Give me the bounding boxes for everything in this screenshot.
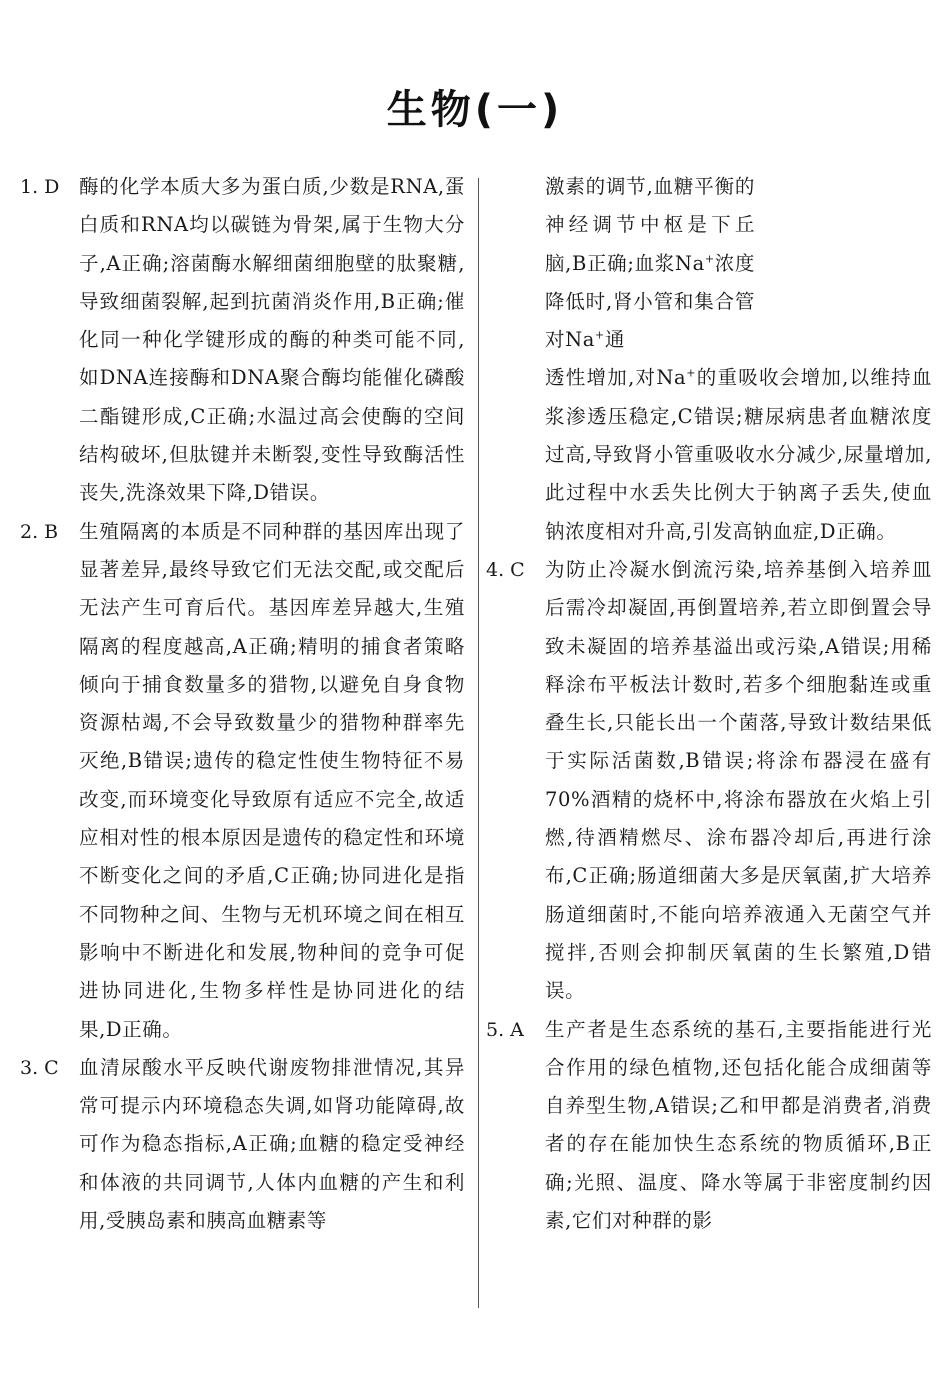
answer-item-4 xyxy=(486,551,932,1011)
text-segment: 浓度降低时,肾小管和集合管对 xyxy=(545,251,755,352)
superscript: + xyxy=(704,252,715,266)
page-title: 生物(一) xyxy=(386,87,564,133)
answer-explanation-continued xyxy=(545,359,932,550)
right-column xyxy=(486,168,932,1240)
answer-item-3-continued xyxy=(486,168,932,551)
column-divider xyxy=(478,178,479,1308)
left-column xyxy=(20,168,465,1240)
answer-explanation: 血清尿酸水平反映代谢废物排泄情况,其异常可提示内环境稳态失调,如肾功能障碍,故可作为稳态指标,A正确;血糖的稳定受神经和体液的共同调节,人体内血糖的产生和利用,受胰岛素和胰高血糖素等 xyxy=(79,1055,465,1233)
answer-explanation-continued-narrow xyxy=(545,168,755,359)
answer-explanation: 酶的化学本质大多为蛋白质,少数是RNA,蛋白质和RNA均以碳链为骨架,属于生物大分子,A正确;溶菌酶水解细菌细胞壁的肽聚糖,导致细菌裂解,起到抗菌消炎作用,B正确;催化同一种化学键形成的酶的种类可能不同,如DNA连接酶和DNA聚合酶均能催化磷酸二酯键形成,C正确;水温过高会使酶的空间结构破坏,但肽键并未断裂,变性导致酶活性丧失,洗涤效果下降,D错误。 xyxy=(79,175,465,505)
answer-number: 2. B xyxy=(20,520,59,543)
text-segment: Na xyxy=(565,328,595,352)
answer-number: 4. C xyxy=(486,558,525,581)
text-segment: Na xyxy=(656,366,687,390)
answer-item-2 xyxy=(20,513,465,1049)
text-segment: 透性增加,对 xyxy=(545,366,657,390)
answer-number: 5. A xyxy=(486,1018,524,1041)
text-segment: 通 xyxy=(604,328,625,352)
superscript: + xyxy=(686,366,697,380)
superscript: + xyxy=(595,328,605,342)
text-segment: 的重吸收会增加,以维持血浆渗透压稳定,C错误;糖尿病患者血糖浓度过高,导致肾小管重吸收水分减少,尿量增加,此过程中水丢失比例大于钠离子丢失,使血钠浓度相对升高,引发高钠血症,D正确。 xyxy=(545,366,932,543)
answer-explanation: 为防止冷凝水倒流污染,培养基倒入培养皿后需冷却凝固,再倒置培养,若立即倒置会导致未凝固的培养基溢出或污染,A错误;用稀释涂布平板法计数时,若多个细胞黏连或重叠生长,只能长出一个菌落,导致计数结果低于实际活菌数,B错误;将涂布器浸在盛有70%酒精的烧杯中,将涂布器放在火焰上引燃,待酒精燃尽、涂布器冷却后,再进行涂布,C正确;肠道细菌大多是厌氧菌,扩大培养肠道细菌时,不能向培养液通入无菌空气并搅拌,否则会抑制厌氧菌的生长繁殖,D错误。 xyxy=(545,557,932,1003)
answer-number: 1. D xyxy=(20,176,60,198)
answer-number: 3. C xyxy=(20,1056,59,1079)
text-segment: 激素的调节,血糖平衡的神经调节中枢是下丘脑,B正确;血浆 xyxy=(545,175,755,275)
answer-explanation: 生殖隔离的本质是不同种群的基因库出现了显著差异,最终导致它们无法交配,或交配后无法产生可育后代。基因库差异越大,生殖隔离的程度越高,A正确;精明的捕食者策略倾向于捕食数量多的猎物,以避免自身食物资源枯竭,不会导致数量少的猎物种群率先灭绝,B错误;遗传的稳定性使生物特征不易改变,而环境变化导致原有适应不完全,故适应相对性的根本原因是遗传的稳定性和环境不断变化之间的矛盾,C正确;协同进化是指不同物种之间、生物与无机环境之间在相互影响中不断进化和发展,物种间的竞争可促进协同进化,生物多样性是协同进化的结果,D正确。 xyxy=(79,519,465,1041)
answer-item-3 xyxy=(20,1049,465,1240)
answer-item-1 xyxy=(20,168,465,513)
answer-explanation: 生产者是生态系统的基石,主要指能进行光合作用的绿色植物,还包括化能合成细菌等自养型生物,A错误;乙和甲都是消费者,消费者的存在能加快生态系统的物质循环,B正确;光照、温度、降水等属于非密度制约因素,它们对种群的影 xyxy=(545,1017,932,1233)
answer-item-5 xyxy=(486,1011,932,1241)
text-segment: Na xyxy=(674,251,705,275)
